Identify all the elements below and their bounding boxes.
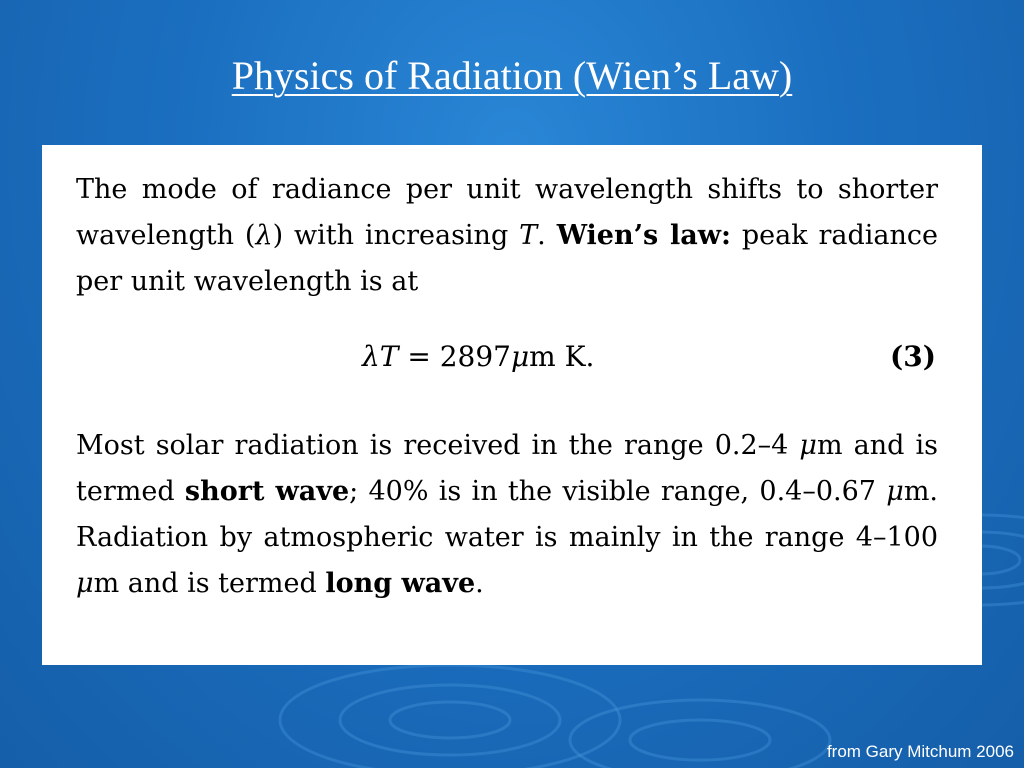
equation-number: (3): [890, 340, 936, 373]
p1-text-a: The mode of radiance per unit wavelength shifts to shorter wavelength (: [76, 174, 938, 251]
p2-text-c: ; 40% is in the visible range, 0.4–0.67: [349, 476, 887, 507]
wien-equation: [362, 340, 594, 373]
mu-symbol-3: μ: [76, 568, 94, 599]
mu-symbol-2: μ: [886, 476, 904, 507]
wiens-law-label: Wien’s law:: [556, 220, 731, 251]
source-credit: from Gary Mitchum 2006: [826, 742, 1014, 761]
eq-lambda: λ: [362, 340, 380, 373]
mu-symbol-1: μ: [799, 430, 817, 461]
short-wave-term: short wave: [184, 476, 350, 507]
temperature-symbol: T: [519, 220, 538, 251]
p2-text-e: m and is termed: [93, 568, 326, 599]
eq-T: T: [379, 340, 399, 373]
paragraph-solar-radiation: [76, 423, 938, 607]
slide-title: Physics of Radiation (Wien’s Law): [231, 53, 793, 98]
p1-text-d: peak radiance per unit wavelength is at: [76, 220, 938, 297]
long-wave-term: long wave: [325, 568, 476, 599]
eq-unit: m K.: [529, 340, 595, 373]
p1-text-b: ) with increasing: [272, 220, 520, 251]
p2-text-f: .: [475, 568, 484, 599]
lambda-symbol: λ: [255, 220, 273, 251]
p2-text-a: Most solar radiation is received in the range 0.2–4: [76, 430, 800, 461]
p2-text-d: m. Radiation by atmospheric water is mainly in the range 4–100: [76, 476, 938, 553]
paragraph-wien-law: [76, 167, 938, 305]
p1-text-c: .: [537, 220, 557, 251]
eq-mu: μ: [510, 340, 530, 373]
content-panel: [42, 145, 982, 665]
p2-text-b: m and is termed: [76, 430, 938, 507]
eq-value: = 2897: [398, 340, 511, 373]
